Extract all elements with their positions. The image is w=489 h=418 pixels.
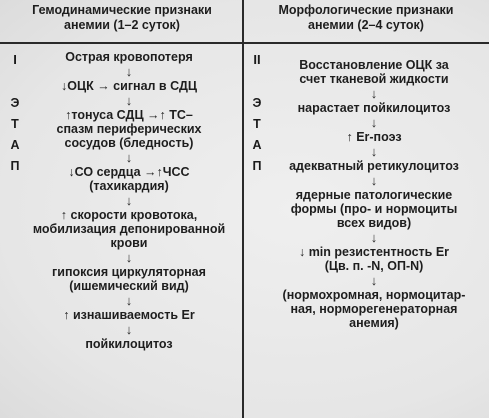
flow-step xyxy=(262,130,486,144)
step-line: (нормохромная, нормоцитар- xyxy=(282,288,466,302)
right-stage-letter: П xyxy=(252,159,262,173)
step-line: ↑ скорости кровотока, xyxy=(60,208,198,222)
down-arrow-icon: ↓ xyxy=(125,322,133,337)
left-header-line-1: Гемодинамические признаки xyxy=(32,3,212,17)
left-flow xyxy=(24,50,234,351)
step-line: спазм периферических xyxy=(56,122,202,136)
step-line: ↓ min резистентность Er xyxy=(298,245,450,259)
step-line: формы (про- и нормоциты xyxy=(290,202,458,216)
flow-step xyxy=(262,58,486,86)
step-line: ↓СО сердца →↑ЧСС xyxy=(68,165,190,179)
step-line: (тахикардия) xyxy=(89,179,169,193)
down-arrow-icon: ↓ xyxy=(370,86,378,101)
step-line: крови xyxy=(110,236,148,250)
left-stage-letter: П xyxy=(10,159,20,173)
step-line: нарастает пойкилоцитоз xyxy=(297,101,451,115)
flow-step xyxy=(262,245,486,273)
right-flow xyxy=(262,50,486,330)
down-arrow-icon: ↓ xyxy=(125,293,133,308)
flow-step xyxy=(24,265,234,293)
step-line: счет тканевой жидкости xyxy=(299,72,449,86)
step-line: пойкилоцитоз xyxy=(85,337,173,351)
step-line: анемия) xyxy=(349,316,399,330)
step-line: сосудов (бледность) xyxy=(64,136,194,150)
step-line: всех видов) xyxy=(336,216,412,230)
flow-step xyxy=(262,188,486,230)
down-arrow-icon: ↓ xyxy=(370,144,378,159)
flow-step xyxy=(262,101,486,115)
step-line: Восстановление ОЦК за xyxy=(299,58,449,72)
step-line: ↑тонуса СДЦ →↑ ТС– xyxy=(65,108,193,122)
flow-step xyxy=(24,165,234,193)
step-line: гипоксия циркуляторная xyxy=(52,265,206,279)
step-line: Острая кровопотеря xyxy=(65,50,193,64)
step-line: ная, норморегенераторная xyxy=(290,302,458,316)
left-stage-letter: Т xyxy=(11,117,19,131)
left-stage-numeral: I xyxy=(13,52,17,67)
flow-step xyxy=(24,308,234,322)
flow-step xyxy=(24,50,234,64)
step-line: ↓ОЦК → сигнал в СДЦ xyxy=(61,79,197,93)
down-arrow-icon: ↓ xyxy=(125,150,133,165)
step-line: ядерные патологические xyxy=(295,188,453,202)
flow-step xyxy=(24,337,234,351)
down-arrow-icon: ↓ xyxy=(370,230,378,245)
down-arrow-icon: ↓ xyxy=(125,250,133,265)
flow-step xyxy=(262,288,486,330)
right-header-line-2: анемии (2–4 суток) xyxy=(308,18,424,32)
right-column-header xyxy=(250,3,482,33)
down-arrow-icon: ↓ xyxy=(370,273,378,288)
flow-step xyxy=(24,208,234,250)
down-arrow-icon: ↓ xyxy=(125,193,133,208)
step-line: (ишемический вид) xyxy=(69,279,189,293)
flow-step xyxy=(24,79,234,93)
header-divider xyxy=(0,42,489,44)
left-stage-letter: Э xyxy=(10,96,20,110)
flow-step xyxy=(262,159,486,173)
step-line: ↑ изнашиваемость Er xyxy=(63,308,195,322)
right-stage-letter: А xyxy=(252,138,262,152)
right-stage-numeral: II xyxy=(253,52,261,67)
left-header-line-2: анемии (1–2 суток) xyxy=(64,18,180,32)
step-line: адекватный ретикулоцитоз xyxy=(289,159,459,173)
down-arrow-icon: ↓ xyxy=(370,115,378,130)
left-stage-letter: А xyxy=(10,138,20,152)
down-arrow-icon: ↓ xyxy=(370,173,378,188)
step-line: мобилизация депонированной xyxy=(32,222,226,236)
step-line: (Цв. п. -N, ОП-N) xyxy=(324,259,424,273)
flow-step xyxy=(24,108,234,150)
down-arrow-icon: ↓ xyxy=(125,64,133,79)
right-stage-letter: Т xyxy=(253,117,261,131)
step-line: ↑ Er-поэз xyxy=(346,130,402,144)
right-header-line-1: Морфологические признаки xyxy=(278,3,454,17)
down-arrow-icon: ↓ xyxy=(125,93,133,108)
left-column-header xyxy=(8,3,236,33)
column-divider xyxy=(242,0,244,418)
right-stage-letter: Э xyxy=(252,96,262,110)
